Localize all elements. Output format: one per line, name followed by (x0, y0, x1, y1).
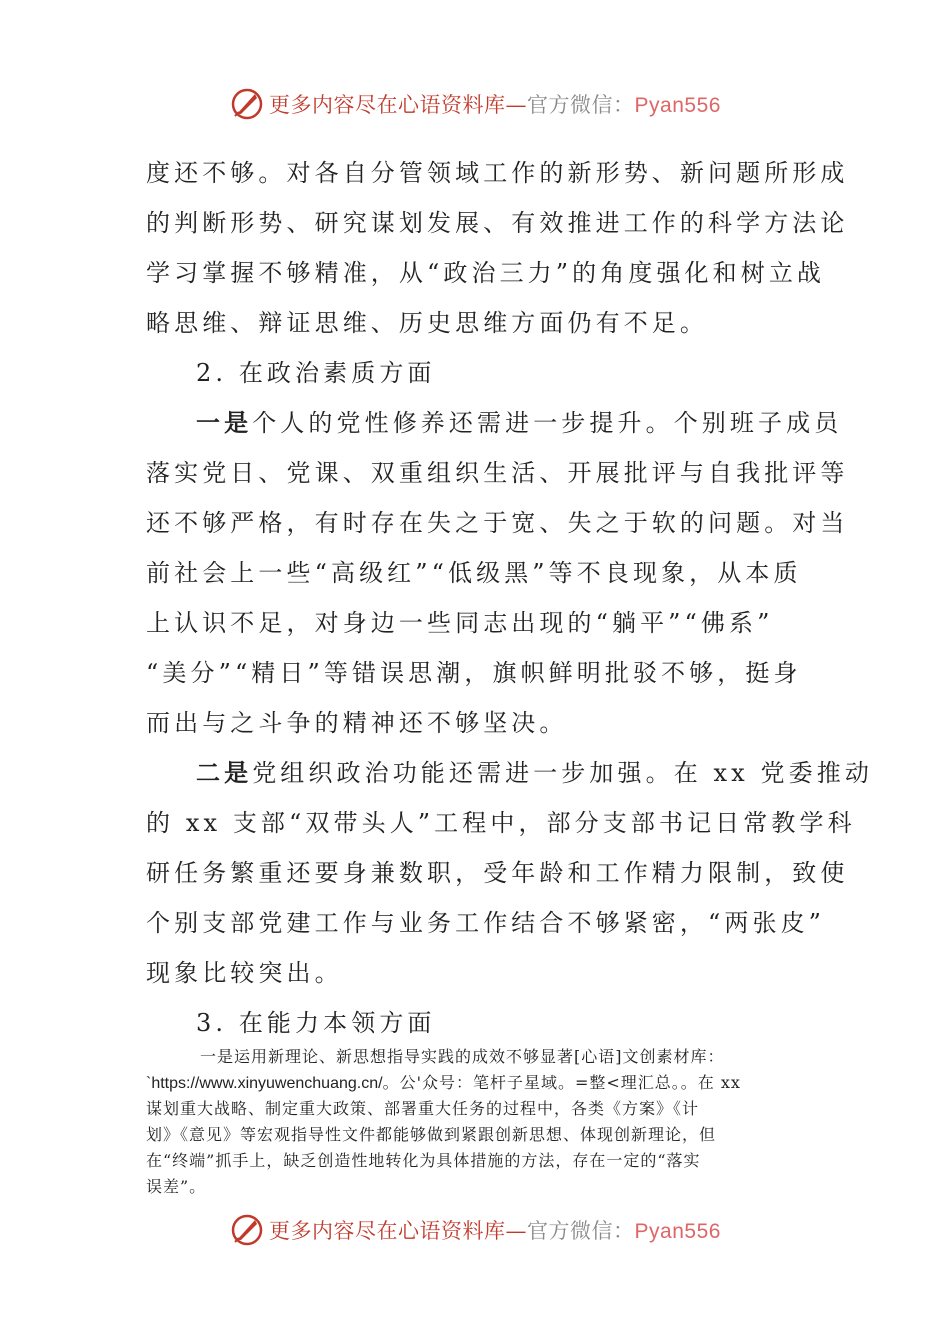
document-body (146, 148, 873, 1048)
small-text-row: 在“终端”抓手上，缺乏创造性地转化为具体措施的方法，存在一定的“落实 (146, 1151, 701, 1170)
footer-banner (0, 1210, 950, 1250)
text-line: 的判断形势、研究谋划发展、有效推进工作的科学方法论 (146, 209, 849, 237)
quill-logo-icon (229, 1212, 265, 1248)
text-line: 度还不够。对各自分管领域工作的新形势、新问题所形成 (146, 159, 849, 187)
text-line: 前社会上一些“高级红”“低级黑”等不良现象，从本质 (146, 559, 802, 587)
text-line: 上认识不足，对身边一些同志出现的“躺平”“佛系” (146, 609, 774, 637)
banner-official: 官方微信： (527, 1219, 635, 1243)
line-text: 党组织政治功能还需进一步加强。在 xx 党委推动 (252, 759, 873, 787)
banner-main: 更多内容尽在心语资料库 (269, 93, 506, 117)
text-line (146, 748, 873, 798)
text-line: 略思维、辩证思维、历史思维方面仍有不足。 (146, 309, 708, 337)
text-line (146, 398, 843, 448)
small-text-row (146, 1070, 806, 1096)
text-line: 还不够严格，有时存在失之于宽、失之于软的问题。对当 (146, 509, 849, 537)
banner-dash: — (505, 93, 528, 117)
url-link[interactable]: `https://www.xinyuwenchuang.cn/ (146, 1075, 383, 1092)
text-line: 落实党日、党课、双重组织生活、开展批评与自我批评等 (146, 459, 849, 487)
banner-wechat: Pyan556 (634, 94, 721, 117)
small-text-row: 划》《意见》等宏观指导性文件都能够做到紧跟创新思想、体现创新理论，但 (146, 1125, 717, 1144)
text-line: “美分”“精日”等错误思潮，旗帜鲜明批驳不够，挺身 (146, 659, 802, 687)
quill-logo-icon (229, 86, 265, 122)
section-heading-2: 2. 在政治素质方面 (196, 359, 436, 387)
text-line: 个别支部党建工作与业务工作结合不够紧密，“两张皮” (146, 909, 826, 937)
banner-official: 官方微信： (527, 93, 635, 117)
text-line: 学习掌握不够精准，从“政治三力”的角度强化和树立战 (146, 259, 826, 287)
text-line: 的 xx 支部“双带头人”工程中，部分支部书记日常教学科 (146, 809, 856, 837)
banner-main: 更多内容尽在心语资料库 (269, 1219, 506, 1243)
row-rest: 。公'众号：笔杆子星域。=整<理汇总。。在 xx (382, 1073, 741, 1092)
text-line: 研任务繁重还要身兼数职，受年龄和工作精力限制，致使 (146, 859, 849, 887)
lead-yishi: 一是 (196, 408, 253, 437)
text-line: 而出与之斗争的精神还不够坚决。 (146, 709, 568, 737)
lead-ershi: 二是 (196, 758, 253, 787)
text-line: 现象比较突出。 (146, 959, 343, 987)
banner-text (269, 89, 721, 119)
small-text-row: 一是运用新理论、新思想指导实践的成效不够显著[心语]文创素材库： (200, 1047, 725, 1066)
banner-text (269, 1215, 721, 1245)
small-text-block (146, 1044, 806, 1200)
header-banner (0, 84, 950, 124)
line-text: 个人的党性修养还需进一步提升。个别班子成员 (252, 409, 843, 437)
banner-wechat: Pyan556 (634, 1220, 721, 1243)
small-text-row: 谋划重大战略、制定重大政策、部署重大任务的过程中，各类《方案》《计 (146, 1099, 700, 1118)
small-text-row: 误差”。 (146, 1177, 207, 1196)
banner-dash: — (505, 1219, 528, 1243)
section-heading-3: 3. 在能力本领方面 (196, 1009, 436, 1037)
